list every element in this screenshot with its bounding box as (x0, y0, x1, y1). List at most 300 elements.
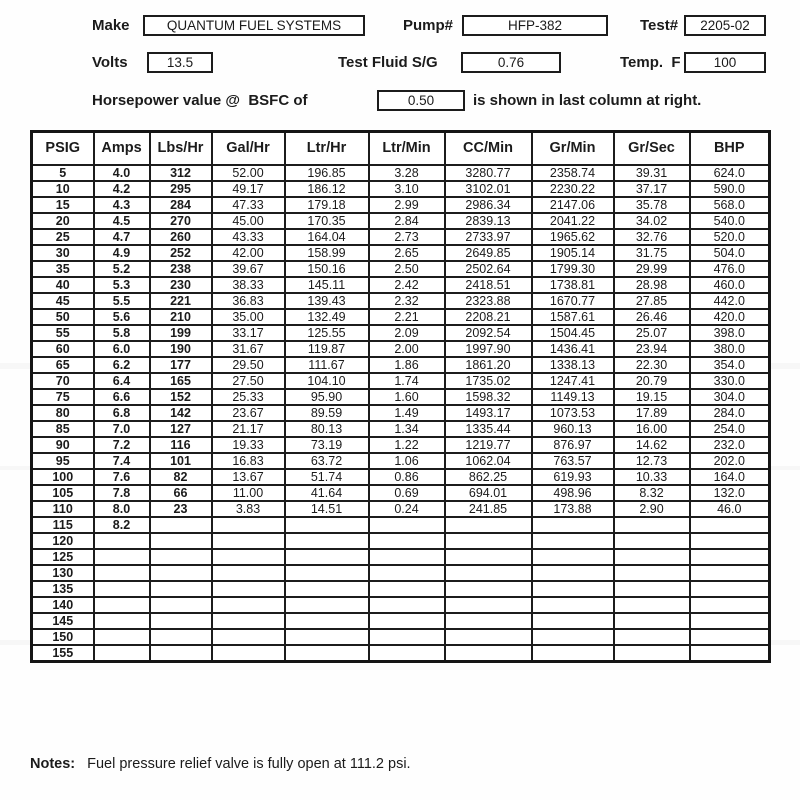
table-cell: 3.83 (212, 501, 285, 517)
table-row (32, 645, 770, 662)
table-cell: 66 (150, 485, 212, 501)
table-cell (369, 533, 445, 549)
table-cell (94, 613, 150, 629)
table-cell: 23 (150, 501, 212, 517)
table-cell (532, 517, 614, 533)
table-cell: 10 (32, 181, 94, 197)
table-cell (94, 533, 150, 549)
table-cell (150, 645, 212, 662)
table-cell: 31.67 (212, 341, 285, 357)
table-cell: 1.22 (369, 437, 445, 453)
table-row (32, 389, 770, 405)
table-cell: 135 (32, 581, 94, 597)
table-cell: 2.65 (369, 245, 445, 261)
table-cell: 111.67 (285, 357, 369, 373)
table-cell: 42.00 (212, 245, 285, 261)
table-cell: 158.99 (285, 245, 369, 261)
table-cell (614, 645, 690, 662)
table-cell (445, 549, 532, 565)
table-cell (94, 645, 150, 662)
table-row (32, 341, 770, 357)
flow-data-table (30, 130, 771, 663)
table-cell: 1.34 (369, 421, 445, 437)
table-row (32, 501, 770, 517)
table-cell: 442.0 (690, 293, 770, 309)
table-cell: 35.78 (614, 197, 690, 213)
table-cell: 3.10 (369, 181, 445, 197)
table-cell: 0.86 (369, 469, 445, 485)
table-cell: 43.33 (212, 229, 285, 245)
table-cell (150, 581, 212, 597)
table-cell: 221 (150, 293, 212, 309)
table-cell: 32.76 (614, 229, 690, 245)
table-cell: 55 (32, 325, 94, 341)
table-cell: 125.55 (285, 325, 369, 341)
table-cell: 284.0 (690, 405, 770, 421)
table-cell: 260 (150, 229, 212, 245)
column-header: Gal/Hr (212, 132, 285, 165)
table-cell: 21.17 (212, 421, 285, 437)
test-number-field: 2205-02 (684, 15, 766, 36)
table-cell: 420.0 (690, 309, 770, 325)
table-cell (369, 597, 445, 613)
table-cell: 2.00 (369, 341, 445, 357)
table-cell: 101 (150, 453, 212, 469)
table-cell: 140 (32, 597, 94, 613)
table-cell (690, 533, 770, 549)
table-cell (532, 629, 614, 645)
table-cell (690, 613, 770, 629)
table-cell: 254.0 (690, 421, 770, 437)
table-cell (285, 629, 369, 645)
table-cell: 20 (32, 213, 94, 229)
table-cell (690, 549, 770, 565)
table-cell: 47.33 (212, 197, 285, 213)
notes-line (30, 756, 411, 772)
table-cell (94, 581, 150, 597)
table-cell: 164.0 (690, 469, 770, 485)
test-number-label: Test# (640, 17, 679, 34)
table-cell: 10.33 (614, 469, 690, 485)
table-cell: 6.8 (94, 405, 150, 421)
table-cell: 2.50 (369, 261, 445, 277)
table-cell: 125 (32, 549, 94, 565)
table-cell: 70 (32, 373, 94, 389)
table-row (32, 357, 770, 373)
table-cell: 1338.13 (532, 357, 614, 373)
table-cell: 1.86 (369, 357, 445, 373)
table-cell: 164.04 (285, 229, 369, 245)
table-cell (212, 581, 285, 597)
table-cell: 252 (150, 245, 212, 261)
table-cell: 80 (32, 405, 94, 421)
table-cell: 132.0 (690, 485, 770, 501)
table-row (32, 485, 770, 501)
table-cell: 33.17 (212, 325, 285, 341)
table-cell: 170.35 (285, 213, 369, 229)
table-row (32, 325, 770, 341)
table-cell (285, 533, 369, 549)
table-cell: 116 (150, 437, 212, 453)
table-cell: 1598.32 (445, 389, 532, 405)
table-cell (150, 549, 212, 565)
table-cell: 2839.13 (445, 213, 532, 229)
table-cell: 49.17 (212, 181, 285, 197)
make-label: Make (92, 17, 130, 34)
volts-field: 13.5 (147, 52, 213, 73)
table-cell (94, 565, 150, 581)
table-cell: 75 (32, 389, 94, 405)
table-cell: 230 (150, 277, 212, 293)
table-cell (94, 549, 150, 565)
table-cell: 22.30 (614, 357, 690, 373)
table-cell (285, 645, 369, 662)
table-cell: 1504.45 (532, 325, 614, 341)
table-cell: 2358.74 (532, 165, 614, 181)
table-cell (614, 533, 690, 549)
pump-number-field: HFP-382 (462, 15, 608, 36)
table-cell: 4.2 (94, 181, 150, 197)
table-cell: 540.0 (690, 213, 770, 229)
table-cell (94, 597, 150, 613)
table-cell (445, 629, 532, 645)
table-cell (212, 533, 285, 549)
table-cell: 50 (32, 309, 94, 325)
table-cell: 105 (32, 485, 94, 501)
table-cell: 145 (32, 613, 94, 629)
table-cell: 2323.88 (445, 293, 532, 309)
table-cell: 960.13 (532, 421, 614, 437)
table-cell (614, 549, 690, 565)
table-row (32, 613, 770, 629)
table-cell: 130 (32, 565, 94, 581)
table-cell: 177 (150, 357, 212, 373)
table-cell: 12.73 (614, 453, 690, 469)
table-cell (150, 629, 212, 645)
table-cell (690, 629, 770, 645)
table-cell: 238 (150, 261, 212, 277)
table-cell (532, 549, 614, 565)
table-cell: 1.49 (369, 405, 445, 421)
table-cell: 19.33 (212, 437, 285, 453)
table-cell: 304.0 (690, 389, 770, 405)
table-cell: 1861.20 (445, 357, 532, 373)
table-cell: 7.6 (94, 469, 150, 485)
table-cell: 41.64 (285, 485, 369, 501)
table-cell: 1149.13 (532, 389, 614, 405)
table-cell: 142 (150, 405, 212, 421)
table-cell: 150.16 (285, 261, 369, 277)
table-cell (369, 517, 445, 533)
table-row (32, 437, 770, 453)
table-cell: 5 (32, 165, 94, 181)
table-cell: 89.59 (285, 405, 369, 421)
table-cell: 2.90 (614, 501, 690, 517)
table-row (32, 517, 770, 533)
table-cell: 63.72 (285, 453, 369, 469)
table-cell: 110 (32, 501, 94, 517)
table-cell (285, 581, 369, 597)
table-cell: 2092.54 (445, 325, 532, 341)
table-cell: 4.3 (94, 197, 150, 213)
table-cell (285, 517, 369, 533)
table-cell: 13.67 (212, 469, 285, 485)
table-cell: 4.0 (94, 165, 150, 181)
table-cell: 119.87 (285, 341, 369, 357)
table-cell: 5.2 (94, 261, 150, 277)
table-cell: 145.11 (285, 277, 369, 293)
table-cell: 202.0 (690, 453, 770, 469)
table-cell: 104.10 (285, 373, 369, 389)
table-cell: 1335.44 (445, 421, 532, 437)
table-cell: 165 (150, 373, 212, 389)
table-row (32, 405, 770, 421)
table-cell: 14.51 (285, 501, 369, 517)
table-cell (94, 629, 150, 645)
table-cell: 2.73 (369, 229, 445, 245)
table-cell: 2986.34 (445, 197, 532, 213)
table-cell: 7.2 (94, 437, 150, 453)
table-cell: 763.57 (532, 453, 614, 469)
table-cell: 270 (150, 213, 212, 229)
table-cell: 186.12 (285, 181, 369, 197)
table-cell (212, 565, 285, 581)
table-cell (614, 629, 690, 645)
table-cell: 25.07 (614, 325, 690, 341)
table-cell: 330.0 (690, 373, 770, 389)
table-cell: 504.0 (690, 245, 770, 261)
pump-number-label: Pump# (403, 17, 454, 34)
table-cell: 23.94 (614, 341, 690, 357)
table-cell: 5.5 (94, 293, 150, 309)
table-cell: 8.32 (614, 485, 690, 501)
table-cell (150, 613, 212, 629)
table-cell: 1965.62 (532, 229, 614, 245)
table-cell: 5.3 (94, 277, 150, 293)
table-cell: 35.00 (212, 309, 285, 325)
table-cell: 95.90 (285, 389, 369, 405)
table-cell: 1670.77 (532, 293, 614, 309)
table-cell: 27.50 (212, 373, 285, 389)
volts-label: Volts (92, 54, 128, 71)
table-cell: 460.0 (690, 277, 770, 293)
table-cell: 3102.01 (445, 181, 532, 197)
table-cell: 2.99 (369, 197, 445, 213)
table-cell: 20.79 (614, 373, 690, 389)
table-cell: 27.85 (614, 293, 690, 309)
table-row (32, 581, 770, 597)
table-cell: 60 (32, 341, 94, 357)
table-cell (690, 517, 770, 533)
table-cell: 34.02 (614, 213, 690, 229)
table-cell: 7.8 (94, 485, 150, 501)
table-cell (369, 613, 445, 629)
table-cell: 26.46 (614, 309, 690, 325)
table-cell (445, 597, 532, 613)
table-cell (614, 565, 690, 581)
table-cell (532, 645, 614, 662)
table-cell: 45.00 (212, 213, 285, 229)
table-cell: 5.6 (94, 309, 150, 325)
table-cell: 39.67 (212, 261, 285, 277)
table-cell (532, 581, 614, 597)
table-cell: 1073.53 (532, 405, 614, 421)
table-cell: 568.0 (690, 197, 770, 213)
table-cell: 150 (32, 629, 94, 645)
table-cell: 520.0 (690, 229, 770, 245)
table-cell (690, 645, 770, 662)
column-header: Ltr/Min (369, 132, 445, 165)
table-cell: 2.84 (369, 213, 445, 229)
table-cell: 1905.14 (532, 245, 614, 261)
table-cell: 8.2 (94, 517, 150, 533)
column-header: PSIG (32, 132, 94, 165)
table-cell: 51.74 (285, 469, 369, 485)
column-header: BHP (690, 132, 770, 165)
table-cell (690, 581, 770, 597)
table-cell: 152 (150, 389, 212, 405)
table-row (32, 197, 770, 213)
table-cell (445, 613, 532, 629)
table-cell (369, 581, 445, 597)
column-header: CC/Min (445, 132, 532, 165)
table-cell (212, 613, 285, 629)
table-cell: 1.06 (369, 453, 445, 469)
table-cell: 1493.17 (445, 405, 532, 421)
table-cell: 5.8 (94, 325, 150, 341)
table-cell (285, 565, 369, 581)
table-cell (369, 629, 445, 645)
table-row (32, 533, 770, 549)
table-cell (212, 597, 285, 613)
table-cell (445, 533, 532, 549)
table-cell: 95 (32, 453, 94, 469)
table-cell: 2.09 (369, 325, 445, 341)
table-cell: 380.0 (690, 341, 770, 357)
make-field: QUANTUM FUEL SYSTEMS (143, 15, 365, 36)
table-row (32, 597, 770, 613)
table-cell: 173.88 (532, 501, 614, 517)
table-cell: 241.85 (445, 501, 532, 517)
table-cell: 4.5 (94, 213, 150, 229)
table-cell (614, 581, 690, 597)
table-cell (614, 597, 690, 613)
table-cell: 73.19 (285, 437, 369, 453)
table-cell: 498.96 (532, 485, 614, 501)
table-cell (150, 533, 212, 549)
table-row (32, 181, 770, 197)
table-cell: 38.33 (212, 277, 285, 293)
table-cell: 37.17 (614, 181, 690, 197)
table-cell (212, 645, 285, 662)
table-cell: 590.0 (690, 181, 770, 197)
table-cell: 2147.06 (532, 197, 614, 213)
temperature-field: 100 (684, 52, 766, 73)
table-cell: 179.18 (285, 197, 369, 213)
table-cell: 100 (32, 469, 94, 485)
table-cell (445, 645, 532, 662)
table-cell: 11.00 (212, 485, 285, 501)
table-row (32, 373, 770, 389)
table-cell: 232.0 (690, 437, 770, 453)
table-cell: 28.98 (614, 277, 690, 293)
table-cell (369, 549, 445, 565)
table-cell (212, 549, 285, 565)
table-cell (690, 565, 770, 581)
table-cell: 624.0 (690, 165, 770, 181)
table-cell: 4.7 (94, 229, 150, 245)
table-cell: 1997.90 (445, 341, 532, 357)
table-cell: 0.24 (369, 501, 445, 517)
table-cell: 155 (32, 645, 94, 662)
table-row (32, 277, 770, 293)
bsfc-statement-prefix: Horsepower value @ BSFC of (92, 92, 308, 109)
column-header: Amps (94, 132, 150, 165)
table-cell: 2041.22 (532, 213, 614, 229)
table-cell: 2208.21 (445, 309, 532, 325)
table-cell: 6.6 (94, 389, 150, 405)
table-cell: 619.93 (532, 469, 614, 485)
table-row (32, 293, 770, 309)
table-cell: 398.0 (690, 325, 770, 341)
table-cell: 16.00 (614, 421, 690, 437)
table-cell: 1436.41 (532, 341, 614, 357)
bsfc-statement-suffix: is shown in last column at right. (473, 92, 702, 109)
table-row (32, 565, 770, 581)
table-cell: 7.0 (94, 421, 150, 437)
table-cell: 284 (150, 197, 212, 213)
table-cell: 1735.02 (445, 373, 532, 389)
table-cell (369, 565, 445, 581)
table-cell: 1738.81 (532, 277, 614, 293)
table-cell: 17.89 (614, 405, 690, 421)
table-cell: 1.60 (369, 389, 445, 405)
table-cell: 0.69 (369, 485, 445, 501)
table-cell: 295 (150, 181, 212, 197)
column-header: Lbs/Hr (150, 132, 212, 165)
table-cell: 2649.85 (445, 245, 532, 261)
table-cell: 40 (32, 277, 94, 293)
table-cell: 1.74 (369, 373, 445, 389)
table-row (32, 229, 770, 245)
table-cell: 1587.61 (532, 309, 614, 325)
table-cell: 30 (32, 245, 94, 261)
test-fluid-sg-field: 0.76 (461, 52, 561, 73)
table-row (32, 549, 770, 565)
table-cell: 2733.97 (445, 229, 532, 245)
column-header: Gr/Min (532, 132, 614, 165)
table-cell: 65 (32, 357, 94, 373)
table-row (32, 453, 770, 469)
table-cell (212, 629, 285, 645)
table-row (32, 469, 770, 485)
table-row (32, 213, 770, 229)
table-cell: 2.32 (369, 293, 445, 309)
table-cell: 36.83 (212, 293, 285, 309)
table-cell: 354.0 (690, 357, 770, 373)
table-cell (445, 517, 532, 533)
table-cell: 25 (32, 229, 94, 245)
table-row (32, 245, 770, 261)
table-cell (445, 565, 532, 581)
table-cell: 2502.64 (445, 261, 532, 277)
table-cell (285, 597, 369, 613)
table-cell: 2.42 (369, 277, 445, 293)
table-cell (532, 613, 614, 629)
table-cell: 312 (150, 165, 212, 181)
table-cell: 1799.30 (532, 261, 614, 277)
column-header: Ltr/Hr (285, 132, 369, 165)
